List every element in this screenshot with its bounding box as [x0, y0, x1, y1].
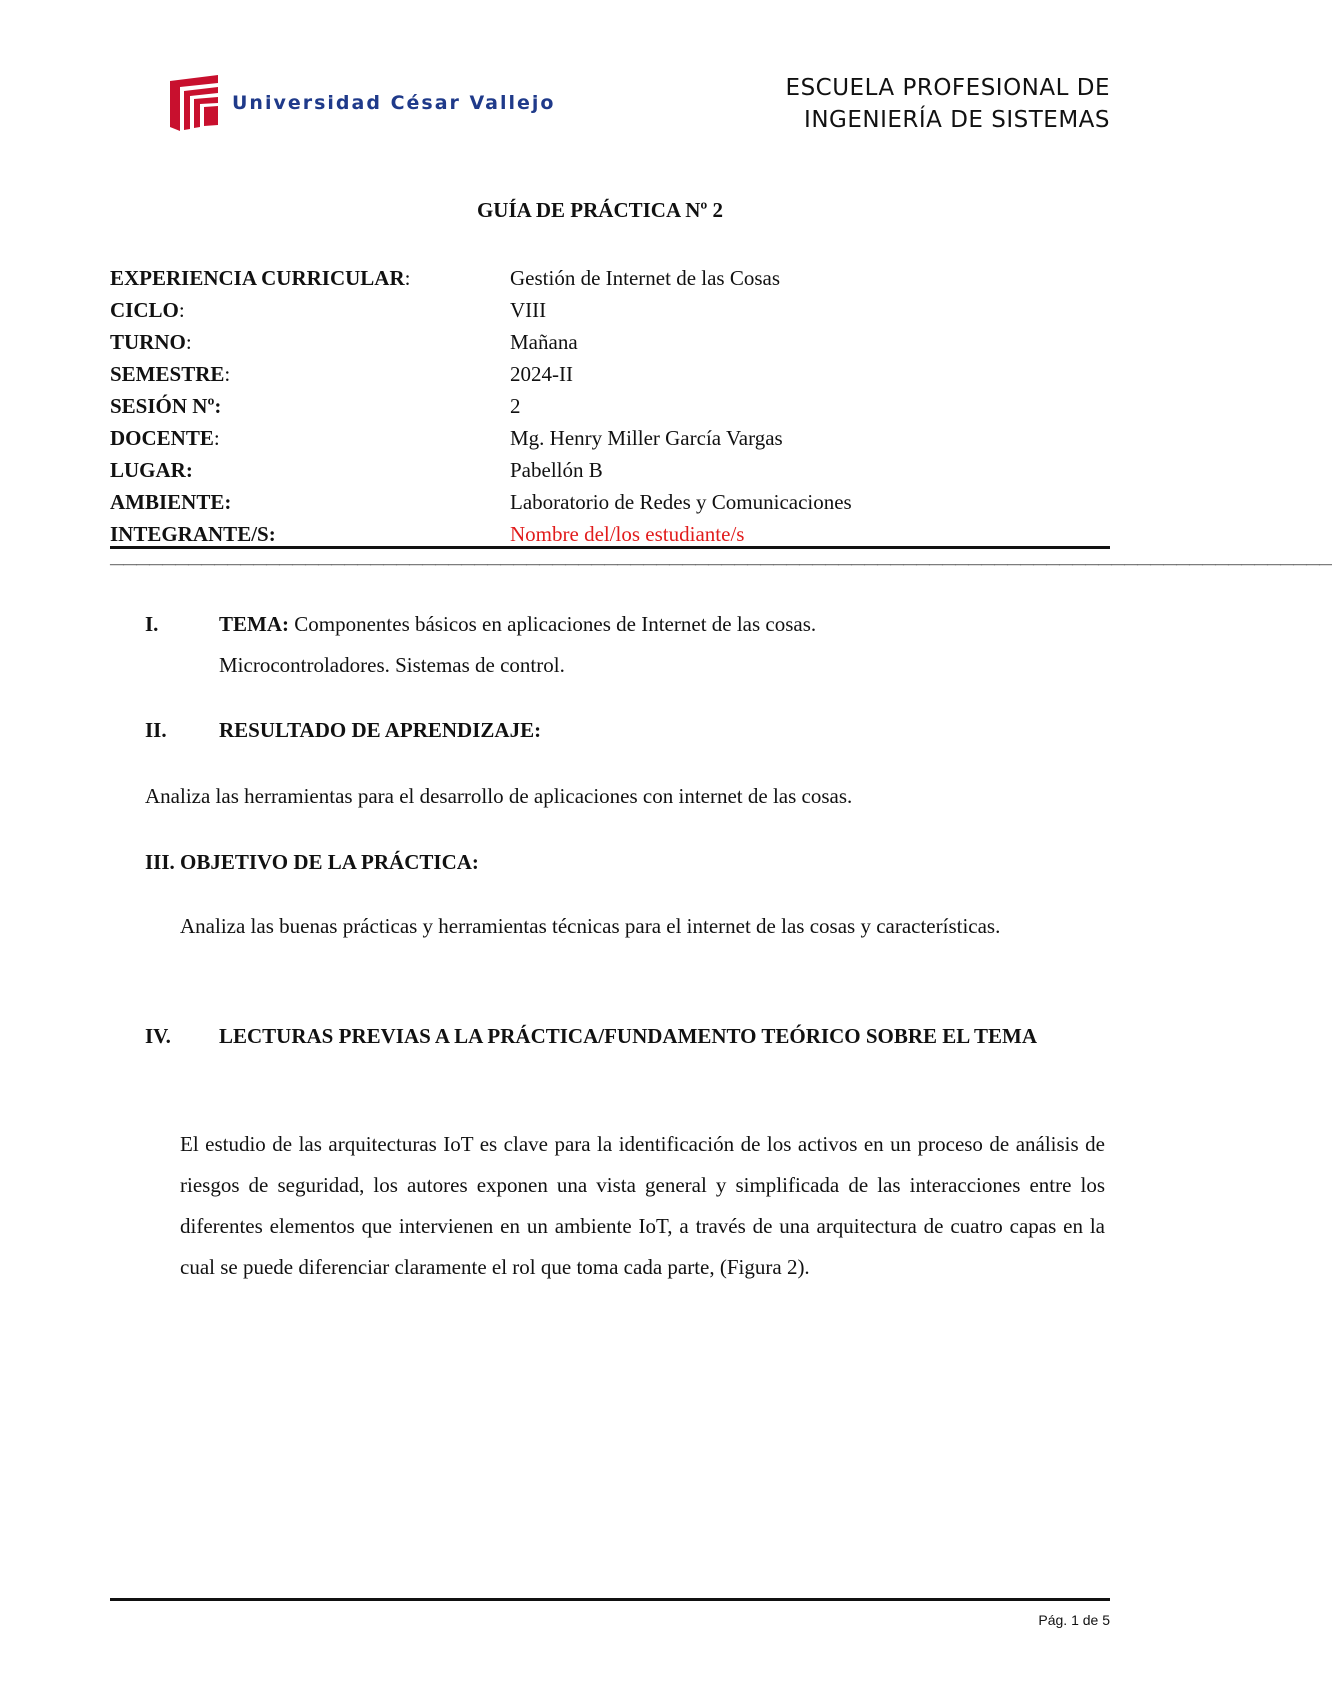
info-row-sesion [110, 390, 1110, 422]
section-number: I. [145, 612, 159, 636]
info-row-ambiente [110, 486, 1110, 518]
ucv-emblem-icon [170, 75, 218, 131]
info-separator: : [185, 330, 192, 354]
info-value: Mañana [510, 330, 578, 354]
info-label: AMBIENTE: [110, 490, 232, 514]
info-row-semestre [110, 358, 1110, 390]
university-logo [170, 72, 555, 134]
info-row-experiencia [110, 262, 1110, 294]
info-label: TURNO [110, 330, 186, 354]
footer-divider [110, 1598, 1110, 1601]
section-heading: III. OBJETIVO DE LA PRÁCTICA: [145, 850, 479, 874]
section-body: Analiza las herramientas para el desarrollo de aplicaciones con internet de las cosas. [145, 784, 853, 808]
info-separator: : [404, 266, 411, 290]
info-row-lugar [110, 454, 1110, 486]
section-number: II. [145, 718, 167, 742]
section-heading: TEMA: [219, 612, 289, 636]
info-value: Laboratorio de Redes y Comunicaciones [510, 490, 852, 514]
info-value: Mg. Henry Miller García Vargas [510, 426, 783, 450]
info-row-docente [110, 422, 1110, 454]
school-line-2: INGENIERÍA DE SISTEMAS [804, 107, 1110, 133]
info-value: 2 [510, 394, 521, 418]
info-separator: : [178, 298, 185, 322]
info-label: LUGAR: [110, 458, 193, 482]
dashed-divider: —————————————————————————————————————————————————————————————————————————————————————————————— [110, 557, 1332, 572]
section-resultado [145, 710, 1105, 751]
section-body: El estudio de las arquitecturas IoT es clave para la identificación de los activos en un proceso de análisis de riesgos de seguridad, los autores exponen una vista general y simplificada de las interacciones entre los diferentes elementos que intervienen en un ambiente IoT, a través de una arquitectura de cuatro capas en la cual se puede diferenciar claramente el rol que toma cada parte, (Figura 2). [180, 1132, 1105, 1279]
section-lecturas [145, 1016, 1105, 1057]
page-number: Pág. 1 de 5 [1038, 1612, 1110, 1628]
info-value-placeholder: Nombre del/los estudiante/s [510, 522, 745, 546]
info-value: VIII [510, 298, 547, 322]
info-separator: : [224, 362, 231, 386]
info-value: Gestión de Internet de las Cosas [510, 266, 781, 290]
section-heading: RESULTADO DE APRENDIZAJE: [219, 718, 542, 742]
school-name [786, 72, 1110, 136]
section-number: IV. [145, 1024, 171, 1048]
info-label: DOCENTE [110, 426, 214, 450]
info-value: Pabellón B [510, 458, 603, 482]
course-info [110, 262, 1110, 550]
section-tema [145, 604, 1105, 686]
school-line-1: ESCUELA PROFESIONAL DE [785, 75, 1110, 101]
info-value: 2024-II [510, 362, 573, 386]
logo-wordmark: Universidad César Vallejo [232, 92, 556, 114]
section-body: Analiza las buenas prácticas y herramientas técnicas para el internet de las cosas y características. [180, 914, 1001, 938]
section-text: Componentes básicos en aplicaciones de Internet de las cosas. [289, 612, 817, 636]
info-label: EXPERIENCIA CURRICULAR [110, 266, 405, 290]
document-title: GUÍA DE PRÁCTICA Nº 2 [476, 198, 724, 222]
info-row-ciclo [110, 294, 1110, 326]
divider [110, 546, 1110, 549]
section-heading: LECTURAS PREVIAS A LA PRÁCTICA/FUNDAMENTO TEÓRICO SOBRE EL TEMA [219, 1024, 1037, 1048]
info-label: SESIÓN Nº: [110, 394, 222, 418]
info-label: CICLO [110, 298, 179, 322]
info-label: SEMESTRE [110, 362, 225, 386]
section-objetivo [145, 842, 1105, 883]
info-row-turno [110, 326, 1110, 358]
info-separator: : [213, 426, 220, 450]
info-label: INTEGRANTE/S: [110, 522, 276, 546]
section-text: Microcontroladores. Sistemas de control. [219, 653, 565, 677]
